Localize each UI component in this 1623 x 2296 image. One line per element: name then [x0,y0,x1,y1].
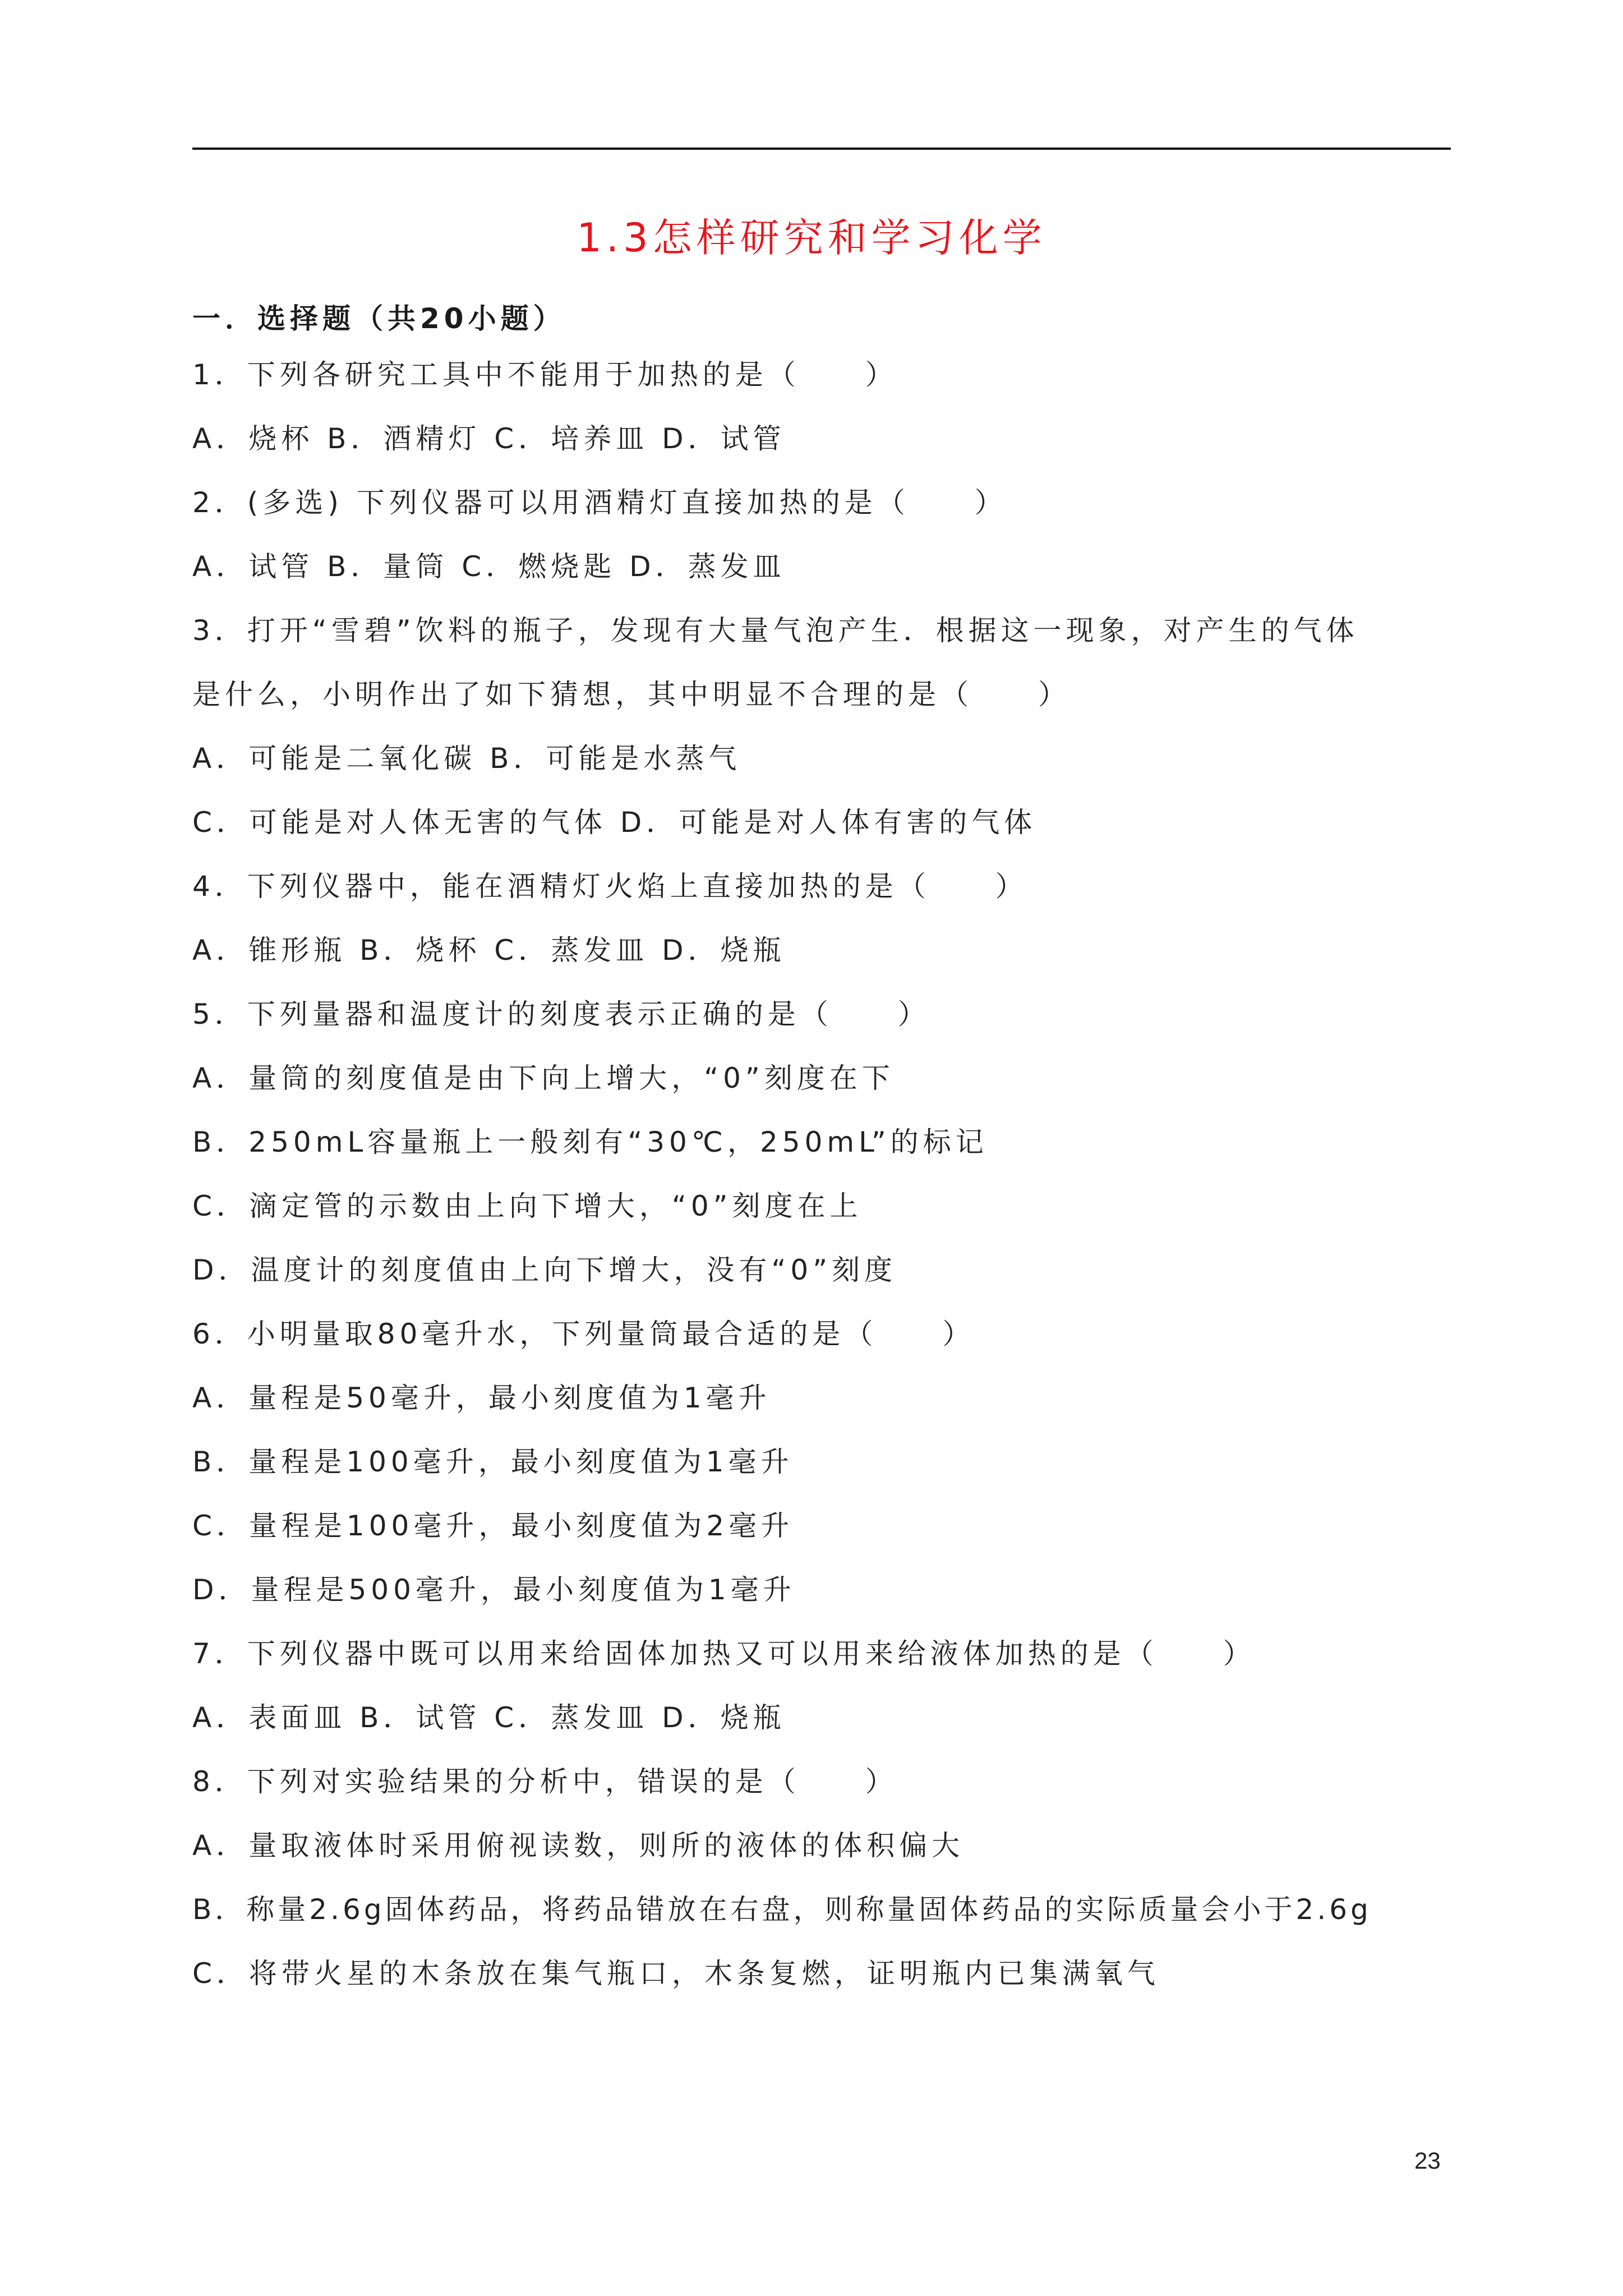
question-line-continued: 是什么，小明作出了如下猜想，其中明显不合理的是（ ） [192,678,1071,711]
option-line: C．滴定管的示数由上向下增大，“0”刻度在上 [192,1190,863,1222]
option-line: A．量取液体时采用俯视读数，则所的液体的体积偏大 [192,1829,965,1862]
options-line: A．表面皿 B．试管 C．蒸发皿 D．烧瓶 [192,1701,786,1734]
question-line: 4．下列仪器中，能在酒精灯火焰上直接加热的是（ ） [192,870,1028,903]
options-line: A．试管 B．量筒 C．燃烧匙 D．蒸发皿 [192,550,786,583]
question-line: 6．小明量取80毫升水，下列量筒最合适的是（ ） [192,1318,975,1350]
question-line: 7．下列仪器中既可以用来给固体加热又可以用来给液体加热的是（ ） [192,1637,1256,1670]
option-line: A．量筒的刻度值是由下向上增大，“0”刻度在下 [192,1062,895,1094]
header-rule [192,148,1451,150]
section-heading: 一．选择题（共20小题） [192,302,566,335]
option-line: D．温度计的刻度值由上向下增大，没有“0”刻度 [192,1254,897,1286]
options-line: C．可能是对人体无害的气体 D．可能是对人体有害的气体 [192,806,1037,839]
option-line: D．量程是500毫升，最小刻度值为1毫升 [192,1573,796,1606]
question-line: 2．(多选) 下列仪器可以用酒精灯直接加热的是（ ） [192,486,1007,519]
option-line: B．称量2.6g固体药品，将药品错放在右盘，则称量固体药品的实际质量会小于2.6g [192,1893,1372,1926]
page-title: 1.3怎样研究和学习化学 [577,215,1046,261]
question-line: 8．下列对实验结果的分析中，错误的是（ ） [192,1765,898,1798]
option-line: B．250mL容量瓶上一般刻有“30℃，250mL”的标记 [192,1126,988,1158]
option-line: C．量程是100毫升，最小刻度值为2毫升 [192,1510,794,1542]
page-number: 23 [1414,2147,1441,2174]
options-line: A．锥形瓶 B．烧杯 C．蒸发皿 D．烧瓶 [192,934,786,967]
option-line: B．量程是100毫升，最小刻度值为1毫升 [192,1446,794,1478]
question-line: 5．下列量器和温度计的刻度表示正确的是（ ） [192,998,930,1030]
option-line: A．量程是50毫升，最小刻度值为1毫升 [192,1382,771,1414]
question-line: 3．打开“雪碧”饮料的瓶子，发现有大量气泡产生．根据这一现象，对产生的气体 [192,614,1359,647]
options-line: A．烧杯 B．酒精灯 C．培养皿 D．试管 [192,422,786,455]
options-line: A．可能是二氧化碳 B．可能是水蒸气 [192,742,741,775]
option-line: C．将带火星的木条放在集气瓶口，木条复燃，证明瓶内已集满氧气 [192,1957,1160,1990]
question-line: 1．下列各研究工具中不能用于加热的是（ ） [192,358,898,391]
